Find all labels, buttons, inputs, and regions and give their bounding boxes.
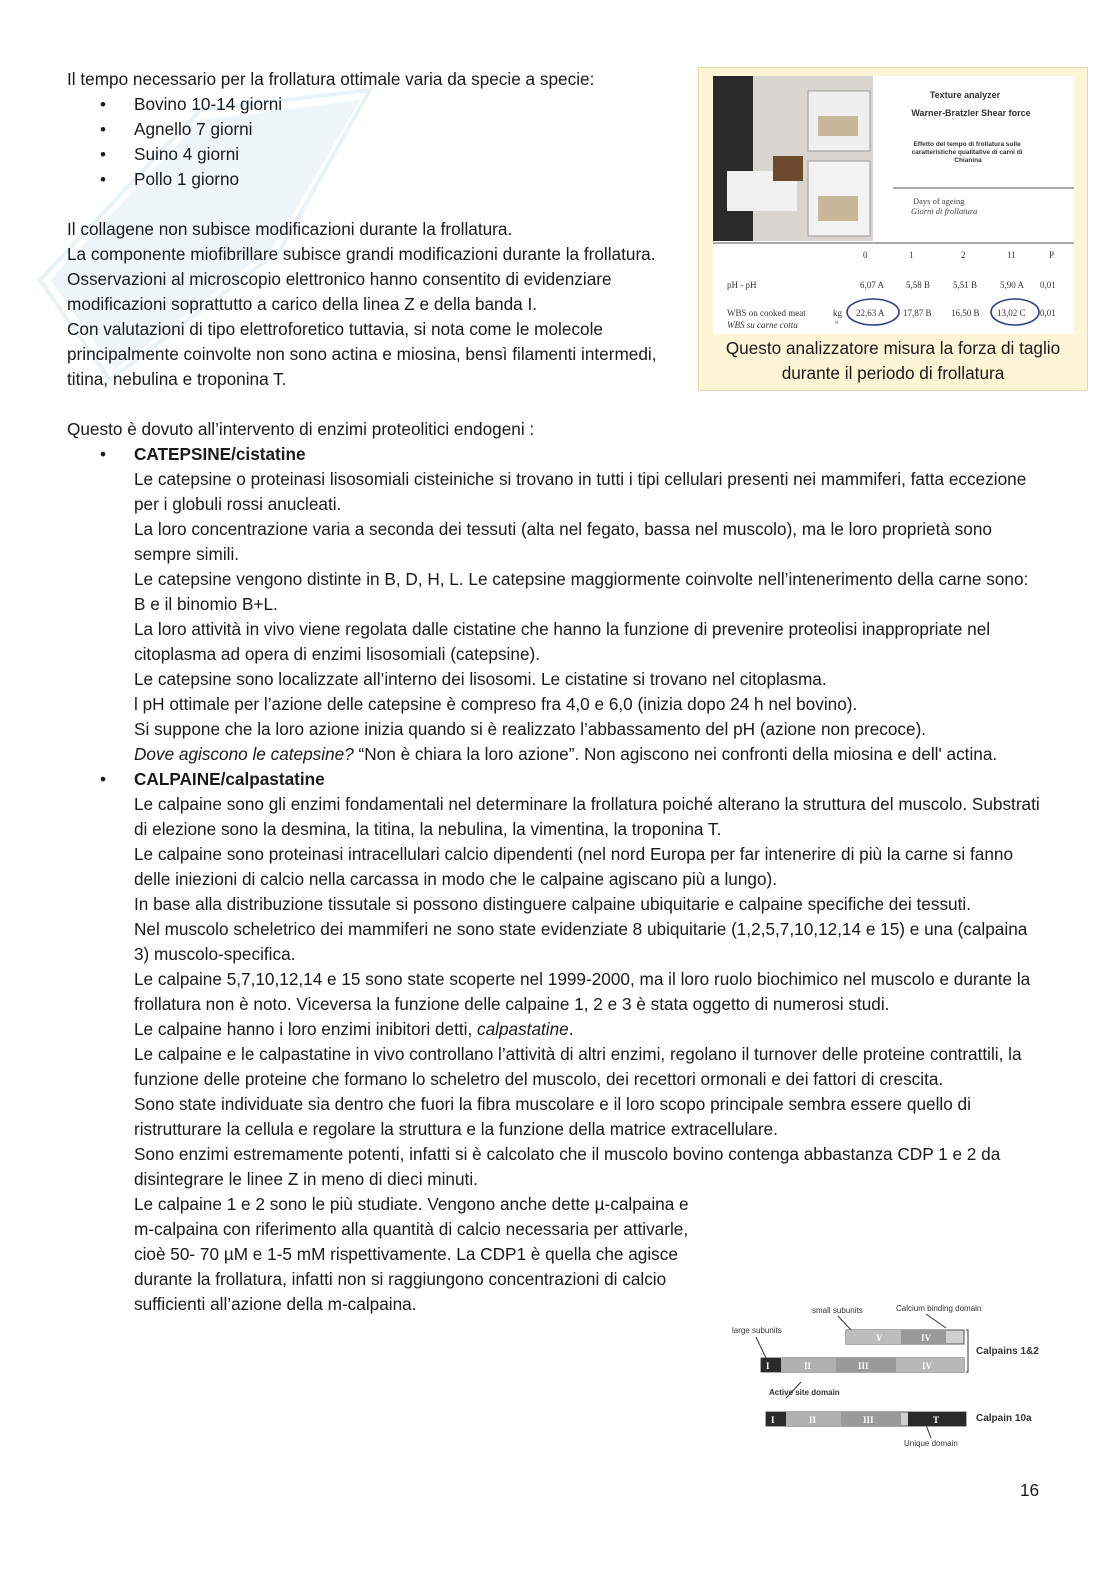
caption-text: Questo analizzatore misura la forza di taglio durante il periodo di frollatura [725,338,1061,383]
species-list [67,92,677,192]
list-item: • Agnello 7 giorni [67,117,677,142]
paragraph: Il collagene non subisce modificazioni durante la frollatura. [67,219,513,239]
label-unique-domain: Unique domain [904,1439,958,1448]
paragraph: Le catepsine vengono distinte in B, D, H, L. Le catepsine maggiormente coinvolte nell’intenerimento della carne sono: B e il binomio B+L. [134,569,1029,614]
domain-label: II [809,1415,817,1425]
calpain-10a-bar [766,1412,966,1426]
paragraph: Sono enzimi estremamente potenti, infatti si è calcolato che il muscolo bovino contenga abbastanza CDP 1 e 2 da disintegrare le linee Z in meno di dieci minuti. [134,1144,1001,1189]
cell: 5,51 B [953,280,978,290]
col-header: P [1049,250,1055,260]
page-number: 16 [1020,1480,1040,1500]
domain-label: II [804,1361,812,1371]
unit: kg [833,308,842,318]
paragraph: In base alla distribuzione tissutale si possono distinguere calpaine ubiquitarie e calpaine specifiche dei tessuti. [134,894,971,914]
col-header: 0 [863,250,868,260]
domain-label: T [933,1415,940,1425]
small-subunit-bar [846,1330,964,1344]
paragraph: Le calpaine sono proteinasi intracellulari calcio dipendenti (nel nord Europa per far intenerire di più la carne si fanno delle iniezioni di calcio nella carcassa in modo che le calpaine agiscano più a lungo). [134,844,1014,889]
label-large-subunits: large subunits [732,1326,782,1335]
cell: 0,01 [1040,308,1056,318]
section-catepsine [67,442,1042,767]
col-header: 2 [961,250,966,260]
domain-label: I [766,1361,770,1371]
days-label: Days of ageing [913,196,965,206]
paragraph-post: . [568,1019,574,1039]
row-label-ph: pH - pH [727,280,757,290]
label-calpain-10a: Calpain 10a [976,1413,1032,1424]
cell: 16,50 B [951,308,980,318]
domain-label: III [858,1361,869,1371]
label-calpains-12: Calpains 1&2 [976,1346,1039,1357]
row-label-wbs: WBS on cooked meat [727,308,806,318]
label-small-subunits: small subunits [812,1306,863,1315]
paragraph: Le calpaine 1 e 2 sono le più studiate. Vengono anche dette µ-calpaina e m-calpaina con riferimento alla quantità di calcio necessaria per attivarle, cioè 50- 70 µM e 1-5 mM rispettivamente. La CDP1 è quella che agisce durante la frollatura, infatti non si raggiungono concentrazioni di calcio sufficienti all’azione della m-calpaina. [134,1194,689,1314]
label-active-site: Active site domain [769,1388,840,1397]
paragraph: Nel muscolo scheletrico dei mammiferi ne sono state evidenziate 8 ubiquitarie (1,2,5,7,10,12,14 e 15) e una (calpaina 3) muscolo-specifica. [134,919,1028,964]
italic-question: Dove agiscono le catepsine? [134,744,354,764]
cell: 13,02 C [997,308,1026,318]
domain-label: IV [922,1361,933,1371]
figure-caption [699,336,1087,386]
section-body [67,467,1042,767]
figure-box [698,67,1088,391]
paragraph: La loro concentrazione varia a seconda dei tessuti (alta nel fegato, bassa nel muscolo), ma le loro proprietà sono sempre simili. [134,519,992,564]
paragraph: La componente miofibrillare subisce grandi modificazioni durante la frollatura. [67,244,656,264]
domain-label: III [863,1415,874,1425]
paragraph [134,742,1042,767]
texture-analyzer-figure [713,76,1074,334]
paragraph: Le catepsine o proteinasi lisosomiali cisteiniche si trovano in tutti i tipi cellulari presenti nei mammiferi, fatta eccezione per i globuli rossi anucleati. [134,469,1027,514]
cell: 5,58 B [906,280,931,290]
domain-label: IV [921,1333,932,1343]
section-title: • CATEPSINE/cistatine [67,442,1042,467]
paragraph: Le calpaine e le calpastatine in vivo controllano l’attività di altri enzimi, regolano il turnover delle proteine contrattili, la funzione delle proteine che formano lo scheletro del muscolo, dei recettori ormonali e dei fattori di crescita. [134,1044,1022,1089]
cell: 0,01 [1040,280,1056,290]
texture-analyzer-image [713,76,1074,334]
row-label-wbs-it: WBS su carne cotta [727,320,798,330]
figure-subtitle: Effetto del tempo di frollatura sulle caratteristiche qualitative di carni di Chianina [911,141,1023,164]
intro-line: Il tempo necessario per la frollatura ottimale varia da specie a specie: [67,69,595,89]
paragraph-pre: Le calpaine hanno i loro enzimi inibitori detti, [134,1019,477,1039]
list-item: • Pollo 1 giorno [67,167,677,192]
figure-title-2: Warner-Bratzler Shear force [911,108,1031,118]
calpain-domain-diagram [726,1300,1056,1452]
large-subunit-bar [761,1358,964,1372]
domain-label: V [876,1333,883,1343]
paragraph: Le catepsine sono localizzate all’interno dei lisosomi. Le cistatine si trovano nel citoplasma. [134,669,827,689]
days-label-it: Giorni di frollatura [911,206,978,216]
cell: 5,90 A [1000,280,1025,290]
section-title: • CALPAINE/calpastatine [67,767,1042,792]
col-header: 1 [909,250,914,260]
unit-it: " [835,320,839,330]
col-header: 11 [1007,250,1016,260]
cell: 22,63 A [856,308,885,318]
cell: 6,07 A [860,280,885,290]
paragraph: Osservazioni al microscopio elettronico hanno consentito di evidenziare modificazioni soprattutto a carico della linea Z e della banda I. [67,269,612,314]
paragraph: Le calpaine sono gli enzimi fondamentali nel determinare la frollatura poiché alterano la struttura del muscolo. Substrati di elezione sono la desmina, la titina, la nebulina, la vimentina, la troponina T. [134,794,1040,839]
paragraph: Sono state individuate sia dentro che fuori la fibra muscolare e il loro scopo principale sembra essere quello di ristrutturare la cellula e regolare la struttura e la funzione della matrice extracellulare. [134,1094,971,1139]
main-content [67,417,1042,1317]
cell: 17,87 B [903,308,932,318]
figure-title: Texture analyzer [929,90,1001,100]
list-item: • Bovino 10-14 giorni [67,92,677,117]
paragraph: La loro attività in vivo viene regolata dalle cistatine che hanno la funzione di prevenire proteolisi inappropriate nel citoplasma ad opera di enzimi lisosomiali (catepsine). [134,619,991,664]
paragraph: Le calpaine 5,7,10,12,14 e 15 sono state scoperte nel 1999-2000, ma il loro ruolo biochimico nel muscolo e durante la frollatura non è noto. Viceversa la funzione delle calpaine 1, 2 e 3 è stata oggetto di numerosi studi. [134,969,1031,1014]
intro-block [67,67,677,392]
paragraph: l pH ottimale per l’azione delle catepsine è compreso fra 4,0 e 6,0 (inizia dopo 24 h nel bovino). [134,694,858,714]
label-calcium-binding: Calcium binding domain [896,1304,982,1313]
section-body [67,792,1042,1317]
domain-label: I [771,1415,775,1425]
paragraph: Con valutazioni di tipo elettroforetico tuttavia, si nota come le molecole principalmente coinvolte non sono actina e miosina, bensì filamenti intermedi, titina, nebulina e troponina T. [67,319,657,389]
italic-term: calpastatine [477,1019,569,1039]
list-item: • Suino 4 giorni [67,142,677,167]
paragraph: Si suppone che la loro azione inizia quando si è realizzato l’abbassamento del pH (azione non precoce). [134,719,927,739]
paragraph [134,1017,1042,1042]
paragraph: Questo è dovuto all’intervento di enzimi proteolitici endogeni : [67,419,535,439]
paragraph-rest: “Non è chiara la loro azione”. Non agiscono nei confronti della miosina e dell' actina. [353,744,998,764]
section-calpaine [67,767,1042,1317]
